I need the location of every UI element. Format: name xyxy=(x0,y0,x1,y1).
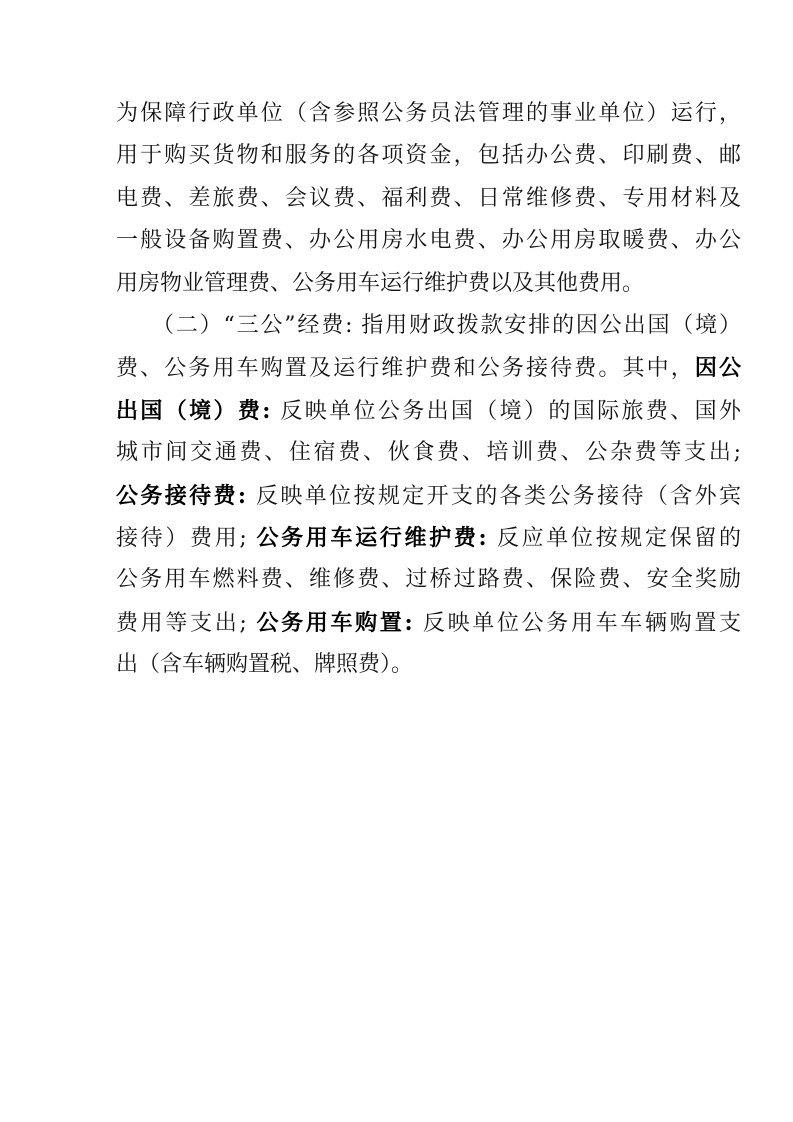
text-line xyxy=(116,178,741,220)
text-line xyxy=(116,220,741,262)
bold-term: 因公 xyxy=(694,355,741,382)
document-body xyxy=(116,93,741,686)
text-run: 反映单位公务用车车辆购置支 xyxy=(422,610,741,636)
text-line xyxy=(116,93,741,135)
text-line xyxy=(116,559,741,601)
text-run: 反映单位按规定开支的各类公务接待（含外宾 xyxy=(256,483,741,509)
bold-term: 公务用车购置: xyxy=(256,609,423,636)
text-run: 用房物业管理费、公务用车运行维护费以及其他费用。 xyxy=(116,270,645,296)
text-line xyxy=(116,347,741,389)
text-line xyxy=(116,432,741,474)
text-run: 为保障行政单位（含参照公务员法管理的事业单位）运行， xyxy=(116,101,741,126)
text-run: 反应单位按规定保留的 xyxy=(496,525,741,551)
text-run: 公务用车燃料费、维修费、过桥过路费、保险费、安全奖励 xyxy=(116,567,741,593)
paragraph-three-public-expenses xyxy=(116,305,741,687)
text-line xyxy=(116,475,741,517)
bold-term: 出国（境）费: xyxy=(116,397,281,424)
text-line xyxy=(116,135,741,177)
text-run: 接待）费用; xyxy=(116,525,257,551)
text-run: （二）“三公”经费: 指用财政拨款安排的因公出国（境） xyxy=(152,312,741,338)
text-run: 反映单位公务出国（境）的国际旅费、国外 xyxy=(280,398,741,424)
bold-term: 公务用车运行维护费: xyxy=(256,524,497,551)
text-run: 城市间交通费、住宿费、伙食费、培训费、公杂费等支出; xyxy=(116,440,741,466)
text-line xyxy=(116,390,741,432)
text-line xyxy=(116,644,741,686)
text-line xyxy=(116,305,741,347)
text-run: 费、公务用车购置及运行维护费和公务接待费。其中， xyxy=(116,356,695,382)
text-run: 一般设备购置费、办公用房水电费、办公用房取暖费、办公 xyxy=(116,228,741,254)
text-line xyxy=(116,602,741,644)
text-run: 费用等支出; xyxy=(116,610,257,636)
text-line xyxy=(116,517,741,559)
text-line xyxy=(116,263,741,305)
text-run: 用于购买货物和服务的各项资金，包括办公费、印刷费、邮 xyxy=(116,143,741,169)
text-run: 出（含车辆购置税、牌照费）。 xyxy=(116,652,414,678)
text-run: 电费、差旅费、会议费、福利费、日常维修费、专用材料及 xyxy=(116,185,741,211)
bold-term: 公务接待费: xyxy=(116,482,256,509)
paragraph-operating-funds xyxy=(116,93,741,305)
